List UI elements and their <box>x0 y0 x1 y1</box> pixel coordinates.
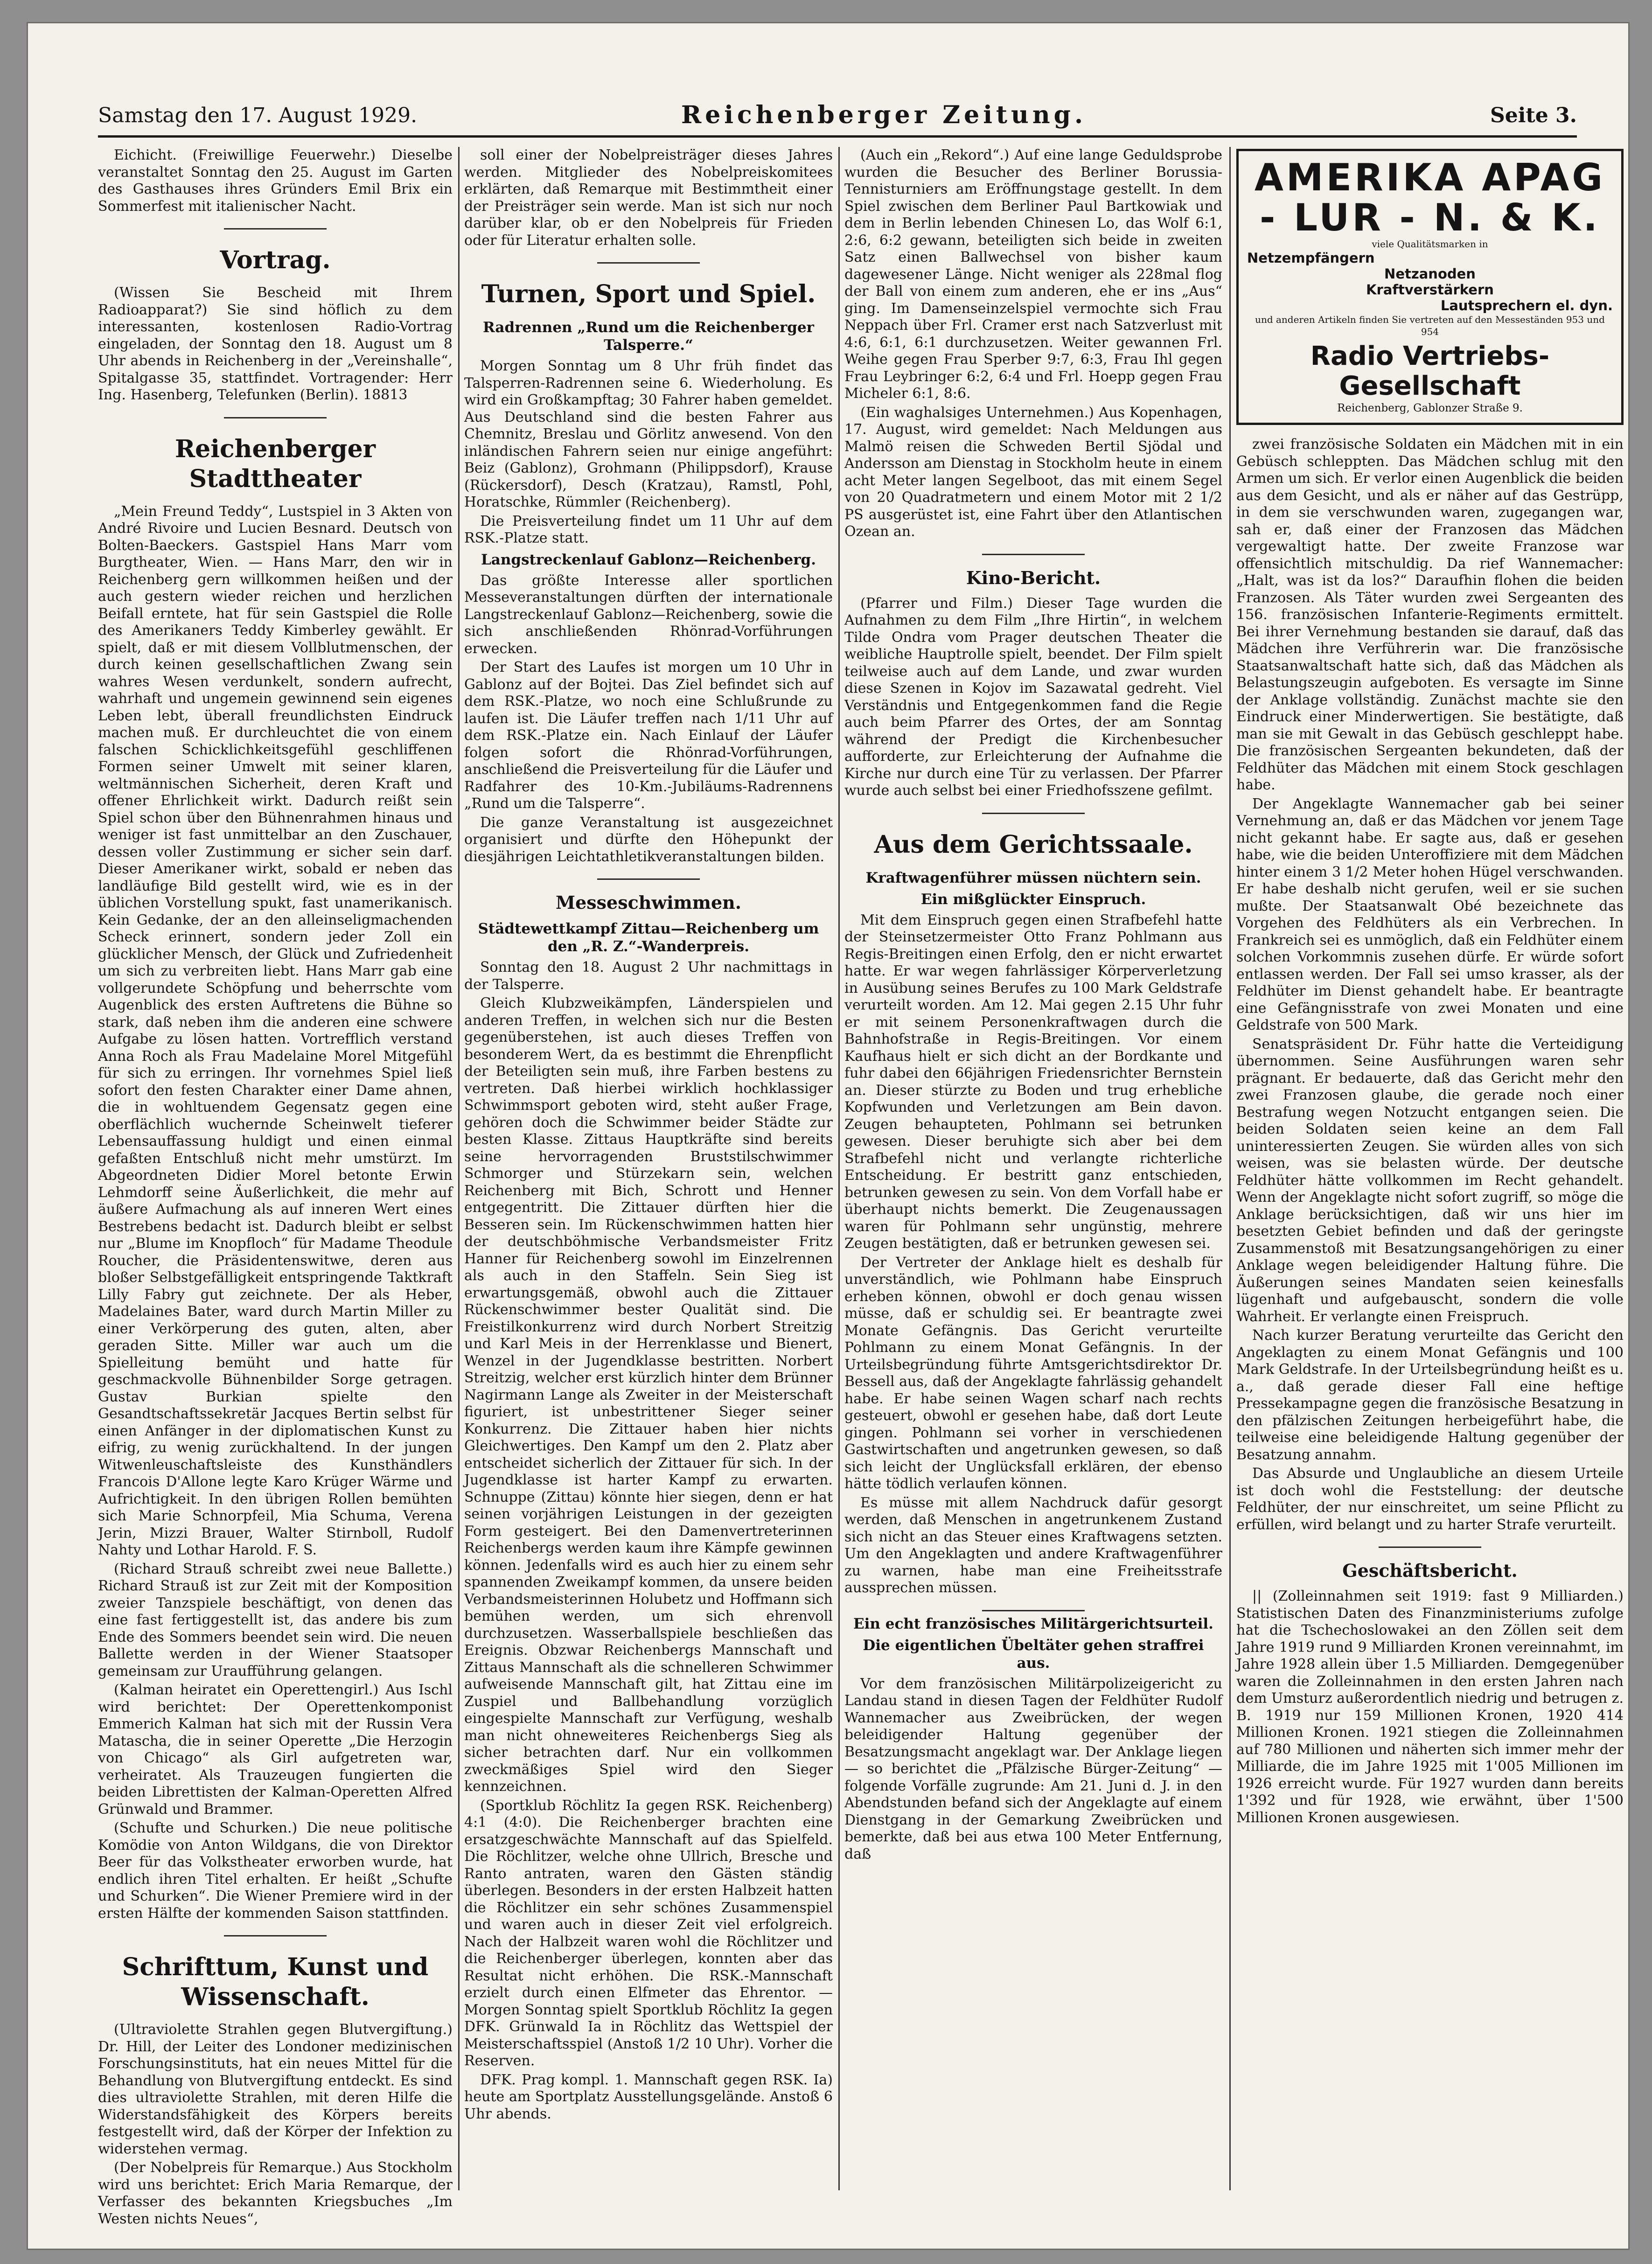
article-paragraph: Morgen Sonntag um 8 Uhr früh findet das Talsperren-Radrennen seine 6. Wiederholung. Es wird ein Großkampftag; 30 Fahrer haben gemeldet. Aus Deutschland sind die besten Fahrer aus Chemnitz, Breslau und Görlitz anwesend. Von den inländischen Fahrern seien nur einige angeführt: Beiz (Gablonz), Grohmann (Philippsdorf), Krause (Rückersdorf), Desch (Kratzau), Ramstl, Pohl, Horatschke, Rümmler (Reichenberg). <box>464 358 833 510</box>
article-heading: Radrennen „Rund um die Reichenberger Talsperre.“ <box>482 319 815 354</box>
ad-brand-names: AMERIKA APAG - LUR - N. & K. <box>1254 156 1606 239</box>
ad-address: Reichenberg, Gablonzer Straße 9. <box>1337 402 1523 414</box>
article-paragraph: Mit dem Einspruch gegen einen Strafbefehl hatte der Steinsetzermeister Otto Franz Pohlmann aus Regis-Breitingen einen Erfolg, den er nicht erwartet hatte. Er war wegen fahrlässiger Körperverletzung in Ausübung seines Berufes zu 100 Mark Geldstrafe verurteilt worden. Am 12. Mai gegen 2.15 Uhr fuhr er mit seinem Personenkraftwagen durch die Bahnhofstraße in Regis-Breitingen. Vor einem Kaufhaus hielt er sich dicht an der Bordkante und fuhr dabei den 66jährigen Friedensrichter Bernstein an. Dieser stürzte zu Boden und trug erhebliche Kopfwunden und Verletzungen am Bein davon. Zeugen behaupteten, Pohlmann sei betrunken gewesen. Dieser beruhigte sich aber bei dem Strafbefehl nicht und verlangte richterliche Entscheidung. Er bestritt ganz entschieden, betrunken gewesen zu sein. Von dem Vorfall habe er überhaupt nichts bemerkt. Die Zeugenaussagen waren für Pohlmann sehr ungünstig, mehrere Zeugen bestätigten, daß er betrunken gewesen sei. <box>844 912 1222 1252</box>
article-paragraph: Sonntag den 18. August 2 Uhr nachmittags in der Talsperre. <box>464 959 833 993</box>
article-paragraph: „Mein Freund Teddy“, Lustspiel in 3 Akten von André Rivoire und Lucien Besnard. Deutsch von Bolten-Baeckers. Gastspiel Hans Marr vom Burgtheater, Wien. — Hans Marr, den wir in Reichenberg gern willkommen heißen und der auch gestern wieder reichen und herzlichen Beifall erntete, hat für sein Gastspiel die Rolle des Amerikaners Teddy Kimberley gewählt. Er spielt, daß er mit diesem Vollblutmenschen, der durch keinen gesellschaftlichen Zwang sein wahres Wesen verdunkelt, sondern aufrecht, wahrhaft und ungemein gewinnend sein eigenes Leben lebt, überall freundlichsten Eindruck machen muß. Er durchleuchtet die von einem falschen Schicklichkeitsgefühl geschliffenen Formen seiner Umwelt mit seiner klaren, weltmännischen Sicherheit, deren Kraft und offener Ehrlichkeit wirkt. Dadurch reißt sein Spiel schon über den Bühnenrahmen hinaus und weniger ist fast unmittelbar an den Zuschauer, dessen voller Zustimmung er sicher sein darf. Dieser Amerikaner wirkt, sobald er neben das landläufige Bild gestellt wird, wie es in der üblichen Vorstellung spukt, fast unamerikanisch. Kein Gedanke, der an den alleinseligmachenden Scheck erinnert, sondern jeder Zoll ein glücklicher Mensch, der Glück und Zufriedenheit um sich zu verbreiten liebt. Hans Marr gab eine vollgerundete Schöpfung und beherrschte vom Augenblick des ersten Auftretens die Bühne so stark, daß neben ihm die anderen eine schwere Aufgabe zu lösen hatten. Vortrefflich verstand Anna Roch als Frau Madelaine Morel Mitgefühl für sich zu erringen. Ihr vornehmes Spiel ließ sofort den festen Charakter einer Dame ahnen, die in wohltuendem Gegensatz gegen eine oberflächlich wuchernde Scheinwelt tieferer Lebensauffassung huldigt und einen einmal gefaßten Entschluß nicht mehr umstürzt. Im Abgeordneten Didier Morel betonte Erwin Lehmdorff seine Äußerlichkeit, die mehr auf äußere Aufmachung als auf inneren Wert eines Bestrebens bedacht ist. Dadurch bleibt er selbst nur „Blume im Knopfloch“ für Madame Theodule Roucher, die Präsidentenswitwe, deren aus bloßer Selbstgefälligkeit entspringende Taktkraft Lilly Fabry gut zeichnete. Der als Heber, Madelaines Bater, ward durch Martin Miller zu einer Verkörperung des guten, alten, aber geraden Sitte. Miller war auch um die Spielleitung bemüht und hatte für geschmackvolle Bühnenbilder Sorge getragen. Gustav Burkian spielte den Gesandtschaftssekretär Jacques Bertin selbst für einen Anfänger in der diplomatischen Kunst zu eifrig, zu wenig zurückhaltend. In der jungen Witwenleuschaftsleiste des Kunsthändlers Francois D'Allone legte Karo Krüger Wärme und Aufrichtigkeit. In den übrigen Rollen bemühten sich Marie Schnorpfeil, Mia Schuma, Verena Jerin, Mizzi Brauer, Walter Stirnboll, Rudolf Nahty und Lothar Harold. F. S. <box>98 503 453 1558</box>
section-rule <box>224 228 327 230</box>
section-rule <box>597 262 700 264</box>
ad-product: Netzanoden <box>1384 266 1476 282</box>
section-heading: Geschäftsbericht. <box>1342 1560 1518 1581</box>
article-paragraph: zwei französische Soldaten ein Mädchen mit in ein Gebüsch schleppten. Das Mädchen schlug mit den Armen um sich. Er verlor einen Augenblick die beiden aus dem Gesicht, und als er näher auf das Gestrüpp, in dem sie verschwunden waren, zugegangen war, sah er, daß einer der Franzosen das Mädchen vergewaltigt hatte. Der zweite Franzose war offensichtlich mitschuldig. Da rief Wannemacher: „Halt, was ist da los?“ Daraufhin flohen die beiden Franzosen. Als Täter wurden zwei Sergeanten des 156. französischen Infanterie-Regiments ermittelt. Bei ihrer Vernehmung bestanden sie darauf, daß das Mädchen ihre Verführerin war. Die französische Staatsanwaltschaft hatte sich, daß das Mädchen als Belastungszeugin aufgeboten. Es versagte im Sinne der Anklage vollständig. Zunächst machte sie den Eindruck einer Minderwertigen. Sie bestätigte, daß man sie mit Gewalt in das Gebüsch geschleppt habe. Die französischen Sergeanten bekundeten, daß der Feldhüter das Mädchen mit einem Stock geschlagen habe. <box>1236 436 1624 793</box>
section-heading: Turnen, Sport und Spiel. <box>481 280 816 308</box>
section-rule <box>1379 1546 1481 1548</box>
column-2 <box>464 147 833 2190</box>
ad-company-name: Radio Vertriebs-Gesellschaft <box>1310 341 1550 401</box>
radio-advertisement <box>1236 149 1624 425</box>
article-paragraph: (Schufte und Schurken.) Die neue politische Komödie von Anton Wildgans, die von Direktor Beer für das Volkstheater erworben wurde, hat endlich ihren Titel erhalten. Er heißt „Schufte und Schurken“. Die Wiener Premiere wird in der ersten Hälfte der kommenden Saison stattfinden. <box>98 1820 453 1922</box>
section-rule <box>982 1610 1085 1611</box>
article-heading: Kraftwagenführer müssen nüchtern sein. <box>865 869 1201 886</box>
article-subheading: Ein mißglückter Einspruch. <box>920 891 1146 908</box>
column-4 <box>1236 147 1624 2190</box>
section-heading: Vortrag. <box>220 246 331 274</box>
ad-product: Lautsprechern el. dyn. <box>1440 298 1613 313</box>
ad-text: viele Qualitätsmarken in <box>1372 238 1488 250</box>
article-paragraph: Der Start des Laufes ist morgen um 10 Uhr in Gablonz auf der Bojtei. Das Ziel befindet sich auf dem RSK.-Platze, wo noch eine Schlußrunde zu laufen ist. Die Läufer treffen nach 1/11 Uhr auf dem RSK.-Platze ein. Nach Einlauf der Läufer folgen sofort die Rhönrad-Vorführungen, anschließend die Preisverteilung für die Läufer und Radfahrer des 10-Km.-Jubiläums-Radrennens „Rund um die Talsperre“. <box>464 659 833 812</box>
article-heading: Langstreckenlauf Gablonz—Reichenberg. <box>481 551 816 568</box>
page-header <box>98 93 1577 138</box>
column-divider <box>1229 147 1231 2190</box>
article-paragraph: Es müsse mit allem Nachdruck dafür gesorgt werden, daß Menschen in angetrunkenem Zustand sich nicht an das Steuer eines Kraftwagens setzten. Um den Angeklagten und andere Kraftwagenführer zu warnen, habe man eine Freiheitsstrafe aussprechen müssen. <box>844 1494 1222 1596</box>
article-paragraph: (Richard Strauß schreibt zwei neue Ballette.) Richard Strauß ist zur Zeit mit der Komposition zweier Tanzspiele beschäftigt, von denen das eine fast fertiggestellt ist, das andere bis zum Ende des Sommers beendet sein wird. Die neuen Ballette werden in der Wiener Staatsoper gemeinsam zur Uraufführung gelangen. <box>98 1560 453 1679</box>
section-heading: Schrifttum, Kunst und Wissenschaft. <box>122 1953 429 2011</box>
article-paragraph: Vor dem französischen Militärpolizeigericht zu Landau stand in diesen Tagen der Feldhüter Rudolf Wannemacher aus Zweibrücken, der wegen beleidigender Haltung gegenüber der Besatzungsmacht angeklagt war. Der Anklage liegen — so berichtet die „Pfälzische Bürger-Zeitung“ — folgende Vorfälle zugrunde: Am 21. Juni d. J. in den Abendstunden befand sich der Angeklagte auf einem Dienstgang in der Gemarkung Zweibrücken und bemerkte, daß bei aus etwa 100 Meter Entfernung, daß <box>844 1675 1222 1862</box>
article-paragraph: Das Absurde und Unglaubliche an diesem Urteile ist doch wohl die Feststellung: der deutsche Feldhüter, der nur einschreitet, um seine Pflicht zu erfüllen, wird belangt und zu harter Strafe verurteilt. <box>1236 1465 1624 1533</box>
article-paragraph: (Ein waghalsiges Unternehmen.) Aus Kopenhagen, 17. August, wird gemeldet: Nach Meldungen aus Malmö reisen die Schweden Bertil Sjödal und Andersson am Dienstag in Stockholm heute in einem acht Meter langen Segelboot, das mit einem Segel von 20 Quadratmetern und einem Motor mit 2 1/2 PS ausgerüstet ist, eine Fahrt über den Atlantischen Ozean an. <box>844 404 1222 540</box>
section-heading: Aus dem Gerichtssaale. <box>874 830 1193 859</box>
page-number: Seite 3. <box>1490 104 1577 127</box>
issue-date: Samstag den 17. August 1929. <box>98 104 418 127</box>
article-subheading: Die eigentlichen Übeltäter gehen straffrei aus. <box>863 1637 1204 1672</box>
section-rule <box>224 1935 327 1937</box>
article-paragraph: Gleich Klubzweikämpfen, Länderspielen und anderen Treffen, in welchen sich nur die Besten gegenüberstehen, ist auch dieses Treffen von besonderem Wert, da es bestimmt die Ehrenpflicht der Beteiligten sein muß, ihre Farben bestens zu vertreten. Daß hierbei wirklich hochklassiger Schwimmsport geboten wird, steht außer Frage, gehören doch die Schwimmer beider Städte zur besten Klasse. Zittaus Hauptkräfte sind bereits seine hervorragenden Bruststilschwimmer Schmorger und Stürzekarn sein, welchen Reichenberg mit Bich, Schrott und Henner entgegentritt. Die Zittauer dürften hier die Besseren sein. Im Rückenschwimmen hatten hier der deutschböhmische Verbandsmeister Fritz Hanner für Reichenberg sowohl im Einzelrennen als auch in den Staffeln. Sein Sieg ist erwartungsgemäß, obwohl auch die Zittauer Rückenschwimmer bester Qualität sind. Die Freistilkonkurrenz wird durch Norbert Streitzig und Karl Meis in der Herrenklasse und Bienert, Wenzel in der Jugendklasse bestritten. Norbert Streitzig, welcher erst kürzlich hinter dem Brünner Nagirmann Lange als Zweiter in der Meisterschaft figuriert, ist unbestrittener Sieger seiner Konkurrenz. Die Zittauer haben hier nichts Gleichwertiges. Den Kampf um den 2. Platz aber entscheidet sicherlich der Zittauer für sich. In der Jugendklasse ist harter Kampf zu erwarten. Schnuppe (Zittau) könnte hier siegen, denn er hat seinen vorjährigen Leistungen in der gezeigten Form gesteigert. Bei den Damenvertreterinnen Reichenbergs werden kaum ihre Kämpfe gewinnen können. Jedenfalls wird es auch hier zu einem sehr spannenden Zweikampf kommen, da unsere beiden Verbandsmeisterinnen Holubetz und Hoffmann sich bemühen werden, um sich ehrenvoll durchzusetzen. Wasserballspiele beschließen das Ereignis. Obzwar Reichenbergs Mannschaft und Zittaus Mannschaft als die schnelleren Schwimmer aufweisende Mannschaft gilt, hat Zittau eine im Zuspiel und Ballbehandlung vorzüglich eingespielte Mannschaft zur Verfügung, weshalb man nicht ohneweiteres Reichenbergs Sieg als sicher betrachten darf. Nur ein vollkommen zweckmäßiges Spiel wird den Sieger kennzeichnen. <box>464 995 833 1795</box>
article-paragraph: (Kalman heiratet ein Operettengirl.) Aus Ischl wird berichtet: Der Operettenkomponist Emmerich Kalman hat sich mit der Russin Vera Matascha, die in seiner Operette „Die Herzogin von Chicago“ als Girl aufgetreten war, verheiratet. Als Trauzeugen fungierten die beiden Librettisten der Kalman-Operetten Alfred Grünwald und Brammer. <box>98 1682 453 1818</box>
article-paragraph: Die ganze Veranstaltung ist ausgezeichnet organisiert und dürfte den Höhepunkt der diesjährigen Leichtathletikveranstaltungen bilden. <box>464 814 833 865</box>
article-paragraph: (Sportklub Röchlitz Ia gegen RSK. Reichenberg) 4:1 (4:0). Die Reichenberger brachten eine ersatzgeschwächte Mannschaft auf das Spielfeld. Die Röchlitzer, welche ohne Ullrich, Bresche und Ranto antraten, waren den Gästen ständig überlegen. Besonders in der ersten Halbzeit hatten die Röchlitzer ein sehr schönes Zusammenspiel und waren auch in dieser Zeit viel erfolgreich. Nach der Halbzeit waren wohl die Röchlitzer und die Reichenberger überlegen, konnten aber das Resultat nicht erhöhen. Die RSK.-Mannschaft erzielt durch einen Elfmeter das Ehrentor. — Morgen Sonntag spielt Sportklub Röchlitz Ia gegen DFK. Grünwald Ia in Röchlitz das Wettspiel der Meisterschaftsspiel (Anstoß 1/2 10 Uhr). Vorher die Reserven. <box>464 1797 833 2069</box>
section-heading: Messeschwimmen. <box>556 892 741 913</box>
article-paragraph: Nach kurzer Beratung verurteilte das Gericht den Angeklagten zu einem Monat Gefängnis und 100 Mark Geldstrafe. In der Urteilsbegründung heißt es u. a., daß gerade dieser Fall eine heftige Pressekampagne gegen die französische Besatzung in den pfälzischen Zeitungen herbeigeführt habe, die teilweise eine beleidigende Haltung gegenüber der Besatzung annahm. <box>1236 1327 1624 1463</box>
article-paragraph: Der Angeklagte Wannemacher gab bei seiner Vernehmung an, daß er das Mädchen vor jenem Tage nicht gekannt habe. Er sagte aus, daß er gesehen habe, wie die beiden Unteroffiziere mit dem Mädchen hinter einem 3 1/2 Meter hohen Hügel verschwanden. Er habe deshalb nicht gerufen, weil er sie suchen mußte. Der Staatsanwalt Obé bezeichnete das Vorgehen des Feldhüters als ein Verbrechen. In Frankreich sei es unmöglich, daß ein Feldhüter einem solchen Vorkommnis zusehen dürfe. Er würde sofort entlassen werden. Der Fall sei umso krasser, als der Feldhüter im Dienst gehandelt habe. Er beantragte eine Gefängnisstrafe von zwei Monaten und eine Geldstrafe von 500 Mark. <box>1236 795 1624 1033</box>
article-paragraph: || (Zolleinnahmen seit 1919: fast 9 Milliarden.) Statistischen Daten des Finanzministeriums zufolge hat die Tschechoslowakei an den Zöllen seit dem Jahre 1919 rund 9 Milliarden Kronen vereinnahmt, im Jahre 1928 allein über 1.5 Milliarden. Demgegenüber waren die Zolleinnahmen in den ersten Jahren nach dem Umsturz außerordentlich niedrig und betrugen z. B. 1919 nur 159 Millionen Kronen, 1920 414 Millionen Kronen. 1921 stiegen die Zolleinnahmen auf 780 Millionen und näherten sich immer mehr der Milliarde, die im Jahre 1925 mit 1'005 Millionen im 1926 erreicht wurde. Für 1927 wurden dann bereits 1'392 und für 1928, wie erwähnt, über 1'500 Millionen Kronen ausgewiesen. <box>1236 1588 1624 1826</box>
article-paragraph: Der Vertreter der Anklage hielt es deshalb für unverständlich, wie Pohlmann habe Einspruch erheben können, obwohl er doch genau wissen müsse, daß er schuldig sei. Er beantragte zwei Monate Gefängnis. Das Gericht verurteilte Pohlmann zu einem Monat Gefängnis. In der Urteilsbegründung führte Amtsgerichtsdirektor Dr. Bessell aus, daß der Angeklagte fahrlässig gehandelt habe. Er habe seinen Wagen scharf nach rechts gesteuert, obwohl er gesehen habe, daß dort Leute gingen. Pohlmann sei vorher in verschiedenen Gastwirtschaften und angetrunken gewesen, so daß sich leicht der Unglücksfall erklären, der ebenso hätte tödlich verlaufen können. <box>844 1254 1222 1492</box>
article-paragraph: Das größte Interesse aller sportlichen Messeveranstaltungen dürften der internationale Langstreckenlauf Gablonz—Reichenberg, sowie die sich anschließenden Rhönrad-Vorführungen erwecken. <box>464 572 833 657</box>
article-paragraph: (Pfarrer und Film.) Dieser Tage wurden die Aufnahmen zu dem Film „Ihre Hirtin“, in welchem Tilde Ondra vom Prager deutschen Theater die weibliche Hauptrolle spielt, beendet. Der Film spielt teilweise auch auf dem Lande, und zwar wurden diese Szenen in Kojov im Sazawatal gedreht. Viel Verständnis und Entgegenkommen fand die Regie auch beim Pfarrer des Ortes, der am Sonntag während der Predigt die Kirchenbesucher aufforderte, zur Erleichterung der Aufnahme die Kirche nur durch eine Tür zu verlassen. Der Pfarrer wurde auch selbst bei einer Friedhofsszene gefilmt. <box>844 595 1222 799</box>
column-3 <box>844 147 1222 2190</box>
article-paragraph: (Wissen Sie Bescheid mit Ihrem Radioapparat?) Sie sind höflich zu dem interessanten, kostenlosen Radio-Vortrag eingeladen, der Sonntag den 18. August um 8 Uhr abends in Reichenberg in der „Vereinshalle“, Spitalgasse 35, stattfindet. Vortragender: Herr Ing. Hasenberg, Telefunken (Berlin). 18813 <box>98 285 453 403</box>
section-rule <box>597 878 700 880</box>
article-paragraph: soll einer der Nobelpreisträger dieses Jahres werden. Mitglieder des Nobelpreiskomitees erklärten, daß Remarque mit Bestimmtheit einer der Preisträger sein werde. Man ist sich nur noch darüber klar, ob er den Nobelpreis für Frieden oder für Literatur erhalten solle. <box>464 147 833 249</box>
column-1 <box>98 147 453 2227</box>
article-paragraph: (Auch ein „Rekord“.) Auf eine lange Geduldsprobe wurden die Besucher des Berliner Borussia-Tennisturniers am Eröffnungstage gestellt. In dem Spiel zwischen dem Berliner Paul Bartkowiak und dem in Berlin lebenden Chinesen Lo, das Wolf 6:1, 2:6, 6:2 gewann, beteiligten sich beide in zweiten Satz einen Ballwechsel von bisher kaum dagewesener Länge. Nicht weniger als 228mal flog der Ball von einem zum anderen, ehe er ins „Aus“ ging. Im Damenseinzelspiel vermochte sich Frau Neppach über Frl. Cramer erst nach Satzverlust mit 4:6, 6:1, 6:1 durchzusetzen. Weiter gewannen Frl. Weihe gegen Frau Sperber 9:7, 6:3, Frau Ihl gegen Frau Leybringer 6:2, 6:4 und Frl. Hoepp gegen Frau Micheler 6:1, 8:6. <box>844 147 1222 402</box>
article-paragraph: (Ultraviolette Strahlen gegen Blutvergiftung.) Dr. Hill, der Leiter des Londoner medizinischen Forschungsinstituts, hat ein neues Mittel für die Behandlung von Blutvergiftung entdeckt. Es sind dies ultraviolette Strahlen, mit deren Hilfe die Widerstandsfähigkeit des Körpers bereits festgestellt wird, daß der Körper der Infektion zu widerstehen vermag. <box>98 2021 453 2157</box>
ad-text: und anderen Artikeln finden Sie vertreten auf den Messeständen 953 und 954 <box>1255 314 1605 337</box>
article-paragraph: (Der Nobelpreis für Remarque.) Aus Stockholm wird uns berichtet: Erich Maria Remarque, der Verfasser des bekannten Kriegsbuches „Im Westen nichts Neues“, <box>98 2160 453 2227</box>
article-heading: Städtewettkampf Zittau—Reichenberg um den „R. Z.“-Wanderpreis. <box>478 920 819 955</box>
article-paragraph: Eichicht. (Freiwillige Feuerwehr.) Dieselbe veranstaltet Sonntag den 25. August im Garten des Gasthauses ihres Gründers Emil Brix ein Sommerfest mit italienischer Nacht. <box>98 147 453 215</box>
ad-product: Kraftverstärkern <box>1366 282 1494 298</box>
section-rule <box>982 554 1085 555</box>
ad-product: Netzempfängern <box>1247 250 1375 266</box>
article-heading: Ein echt französisches Militärgerichtsurteil. <box>853 1615 1213 1632</box>
section-heading: Reichenberger Stadttheater <box>174 434 376 493</box>
article-paragraph: DFK. Prag kompl. 1. Mannschaft gegen RSK. Ia) heute am Sportplatz Ausstellungsgelände. Anstoß 6 Uhr abends. <box>464 2071 833 2122</box>
column-divider <box>838 147 840 2190</box>
section-rule <box>224 417 327 418</box>
article-paragraph: Senatspräsident Dr. Führ hatte die Verteidigung übernommen. Seine Ausführungen waren sehr prägnant. Er bedauerte, daß das Gericht mehr den zwei Franzosen glaube, die gerade noch einer Bestrafung wegen Notzucht entgangen seien. Die beiden Soldaten seien keine an dem Fall uninteressierten Zeugen. Sie würden alles von sich weisen, was sie belasten würde. Der deutsche Feldhüter hätte vollkommen im Recht gehandelt. Wenn der Angeklagte nicht sofort zugriff, so möge die Anklage berücksichtigen, daß wir uns hier im besetzten Gebiet befinden und daß der geringste Zusammenstoß mit Besatzungsangehörigen zu einer Anklage wegen beleidigender Haltung führe. Die Äußerungen seines Mandaten seien keinesfalls lügenhaft und aufgebauscht, sondern die volle Wahrheit. Er verlangte einen Freispruch. <box>1236 1036 1624 1325</box>
newspaper-page <box>28 23 1628 2249</box>
article-paragraph: Die Preisverteilung findet um 11 Uhr auf dem RSK.-Platze statt. <box>464 513 833 546</box>
section-heading: Kino-Bericht. <box>966 567 1101 588</box>
section-rule <box>982 813 1085 814</box>
newspaper-title: Reichenberger Zeitung. <box>681 101 1087 129</box>
column-divider <box>458 147 460 2190</box>
